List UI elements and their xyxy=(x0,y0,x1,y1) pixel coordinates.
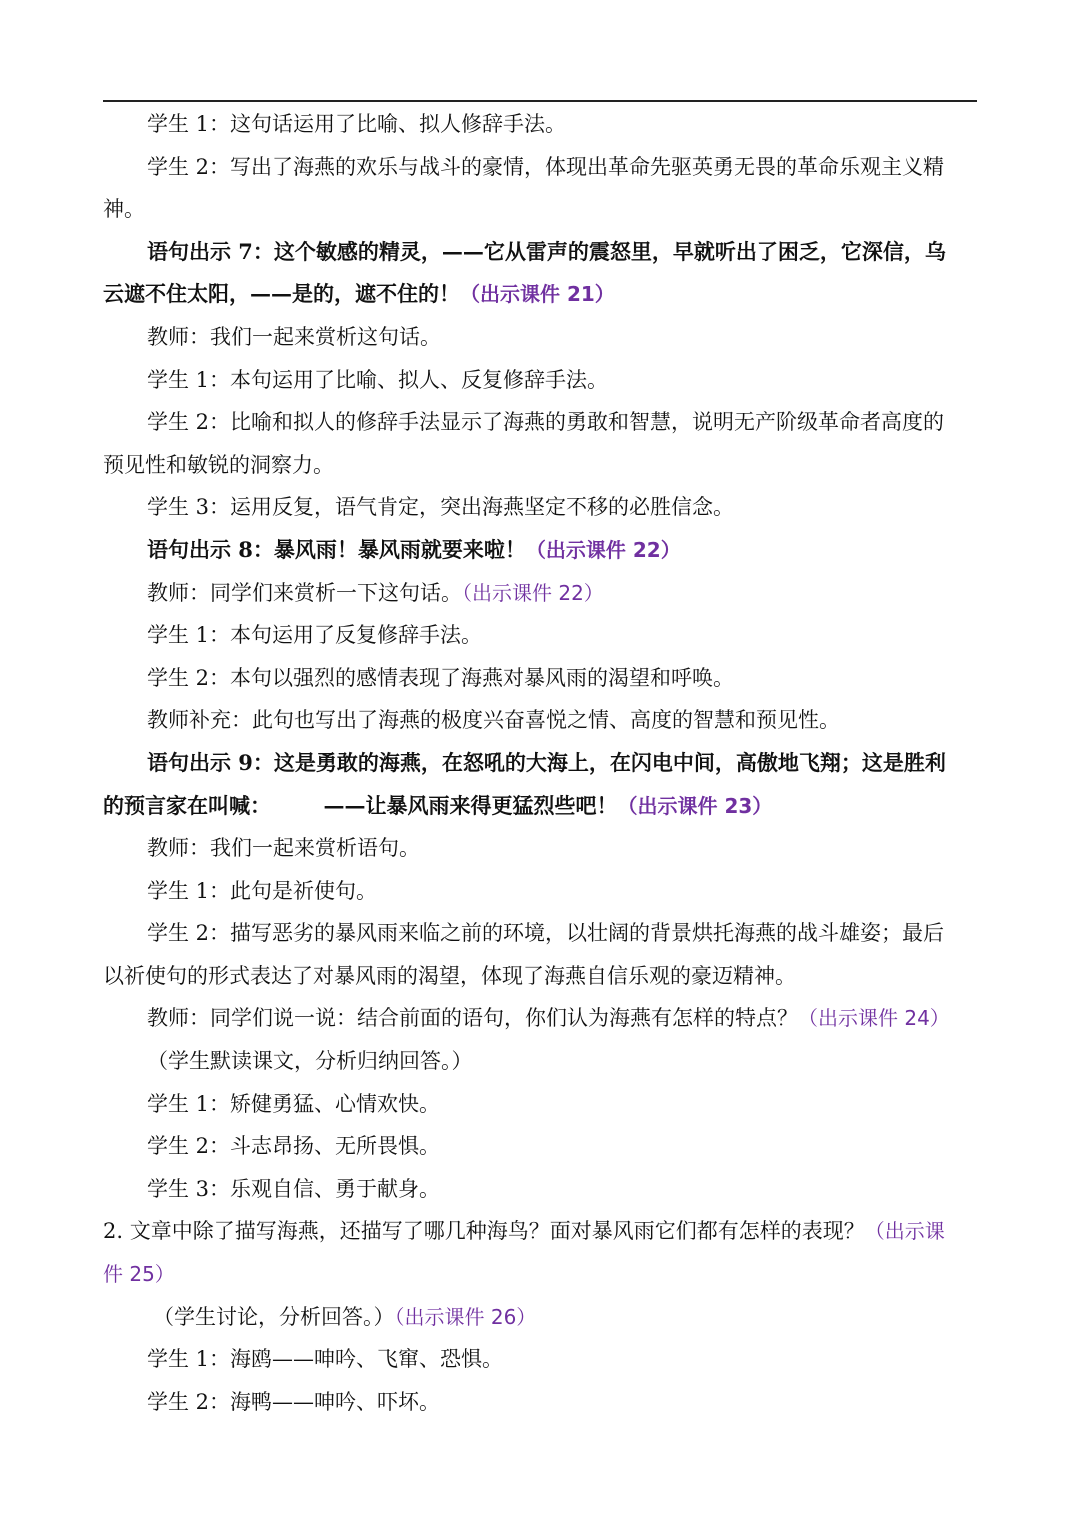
paragraph xyxy=(103,1040,977,1083)
paragraph xyxy=(103,614,977,657)
paragraph xyxy=(103,316,977,359)
text: 语句出示 8：暴风雨！暴风雨就要来啦！ xyxy=(147,536,526,562)
paragraph-continuation xyxy=(103,444,977,487)
text: 学生 1：本句运用了比喻、拟人、反复修辞手法。 xyxy=(147,367,609,392)
text: 学生 2：本句以强烈的感情表现了海燕对暴风雨的渴望和呼唤。 xyxy=(147,665,735,690)
text: 学生 2：写出了海燕的欢乐与战斗的豪情，体现出革命先驱英勇无畏的革命乐观主义精 xyxy=(147,154,945,179)
text: 的预言家在叫喊： ——让暴风雨来得更猛烈些吧！ xyxy=(103,792,618,818)
paragraph-continuation xyxy=(103,188,977,231)
text: 预见性和敏锐的洞察力。 xyxy=(103,452,334,477)
courseware-reference: （出示课件 24） xyxy=(798,1006,950,1031)
quote-sentence-continuation xyxy=(103,273,977,316)
text: 云遮不住太阳，——是的，遮不住的！ xyxy=(103,281,460,307)
question-heading-continuation xyxy=(103,1253,977,1296)
paragraph xyxy=(103,1168,977,1211)
quote-sentence xyxy=(103,742,977,785)
paragraph xyxy=(103,1296,977,1339)
text: 学生 1：海鸥——呻吟、飞窜、恐惧。 xyxy=(147,1347,504,1372)
text: 语句出示 7：这个敏感的精灵，——它从雷声的震怒里，早就听出了困乏，它深信，乌 xyxy=(147,238,946,264)
text: 学生 1：本句运用了反复修辞手法。 xyxy=(147,623,483,648)
text: 以祈使句的形式表达了对暴风雨的渴望，体现了海燕自信乐观的豪迈精神。 xyxy=(103,963,796,988)
paragraph xyxy=(103,1381,977,1424)
text: 教师：我们一起来赏析语句。 xyxy=(147,836,420,861)
courseware-reference: （出示课件 21） xyxy=(460,282,615,307)
text: 2. 文章中除了描写海燕，还描写了哪几种海鸟？面对暴风雨它们都有怎样的表现？ xyxy=(103,1219,865,1244)
header-rule xyxy=(103,100,977,102)
text: 教师：我们一起来赏析这句话。 xyxy=(147,324,441,349)
quote-sentence xyxy=(103,231,977,274)
paragraph xyxy=(103,359,977,402)
paragraph xyxy=(103,103,977,146)
text: 学生 3：乐观自信、勇于献身。 xyxy=(147,1176,441,1201)
paragraph xyxy=(103,870,977,913)
paragraph xyxy=(103,699,977,742)
quote-sentence xyxy=(103,529,977,572)
paragraph xyxy=(103,912,977,955)
paragraph xyxy=(103,401,977,444)
text: 教师：同学们来赏析一下这句话。 xyxy=(147,580,462,605)
text: 学生 2：比喻和拟人的修辞手法显示了海燕的勇敢和智慧，说明无产阶级革命者高度的 xyxy=(147,410,945,435)
text: （学生默读课文，分析归纳回答。） xyxy=(147,1049,473,1074)
text: 教师补充：此句也写出了海燕的极度兴奋喜悦之情、高度的智慧和预见性。 xyxy=(147,708,840,733)
question-heading xyxy=(103,1210,977,1253)
courseware-reference: （出示课件 26） xyxy=(394,1304,537,1329)
paragraph xyxy=(103,1083,977,1126)
text: 学生 2：描写恶劣的暴风雨来临之前的环境，以壮阔的背景烘托海燕的战斗雄姿；最后 xyxy=(147,921,945,946)
courseware-reference: （出示课 xyxy=(864,1219,945,1244)
text: 学生 3：运用反复，语气肯定，突出海燕坚定不移的必胜信念。 xyxy=(147,495,735,520)
courseware-reference: （出示课件 22） xyxy=(462,580,604,605)
text: 学生 1：这句话运用了比喻、拟人修辞手法。 xyxy=(147,112,567,136)
text: 神。 xyxy=(103,197,145,222)
courseware-reference: 件 25） xyxy=(103,1262,175,1287)
courseware-reference: （出示课件 22） xyxy=(525,537,681,562)
text: 语句出示 9：这是勇敢的海燕，在怒吼的大海上，在闪电中间，高傲地飞翔；这是胜利 xyxy=(147,749,946,775)
text: 学生 1：矫健勇猛、心情欢快。 xyxy=(147,1091,441,1116)
text: （学生讨论，分析回答。） xyxy=(153,1304,395,1329)
paragraph xyxy=(103,572,977,615)
paragraph-continuation xyxy=(103,955,977,998)
paragraph xyxy=(103,1338,977,1381)
document-body xyxy=(103,103,977,1423)
text: 教师：同学们说一说：结合前面的语句，你们认为海燕有怎样的特点？ xyxy=(147,1006,798,1031)
quote-sentence-continuation xyxy=(103,785,977,828)
paragraph xyxy=(103,146,977,189)
paragraph xyxy=(103,657,977,700)
paragraph xyxy=(103,997,977,1040)
text: 学生 2：海鸭——呻吟、吓坏。 xyxy=(147,1389,441,1414)
paragraph xyxy=(103,827,977,870)
text: 学生 1：此句是祈使句。 xyxy=(147,878,378,903)
text: 学生 2：斗志昂扬、无所畏惧。 xyxy=(147,1134,441,1159)
paragraph xyxy=(103,486,977,529)
courseware-reference: （出示课件 23） xyxy=(617,793,773,818)
paragraph xyxy=(103,1125,977,1168)
